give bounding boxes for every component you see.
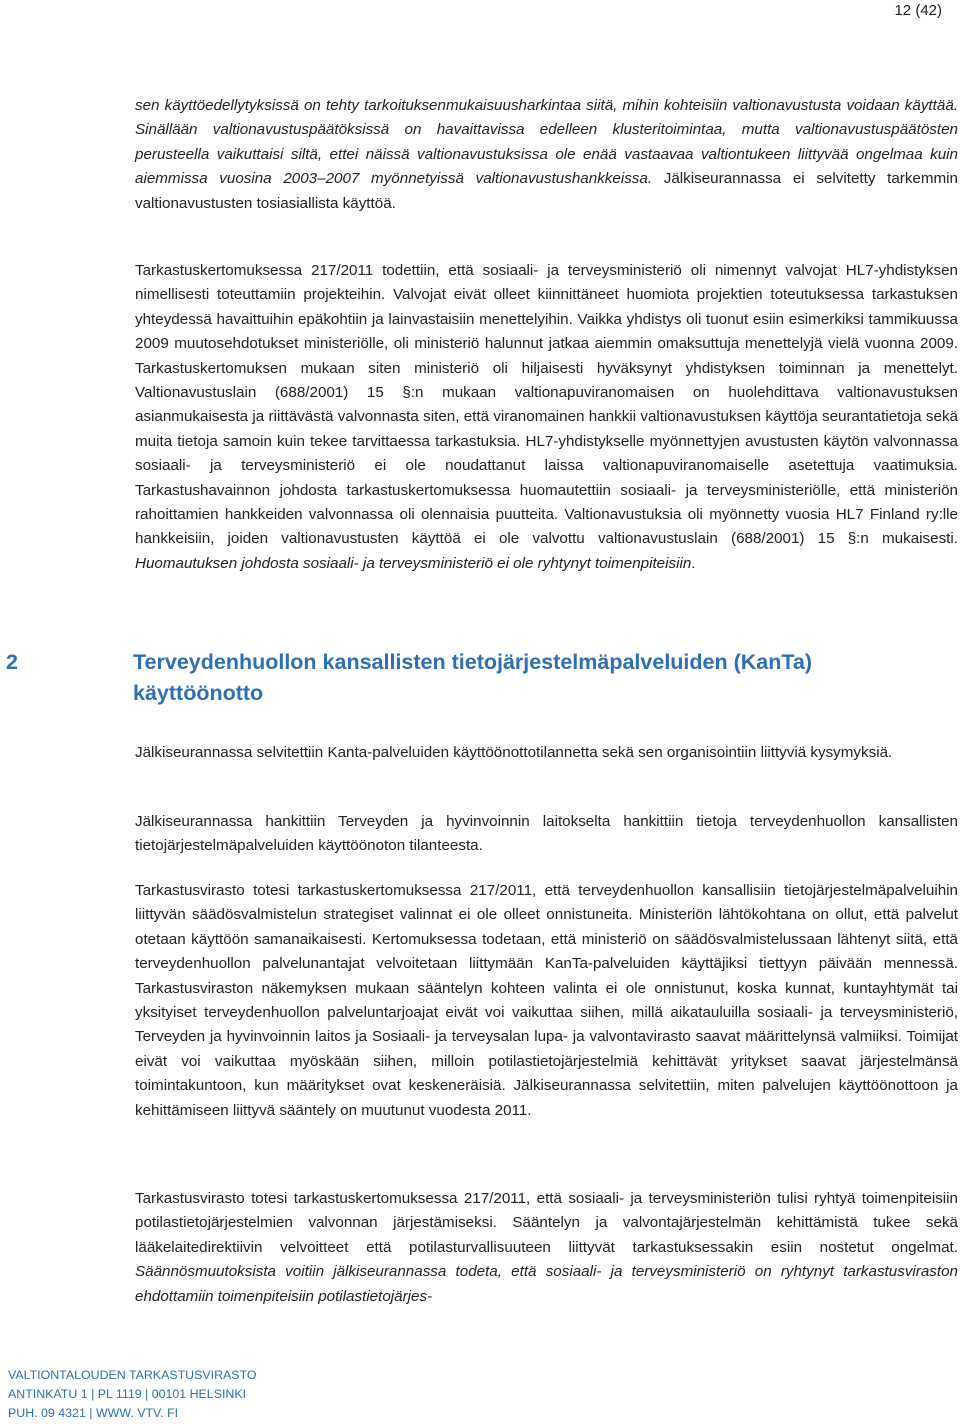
section-number: 2	[6, 650, 18, 674]
footer-address: ANTINKATU 1 | PL 1119 | 00101 HELSINKI	[8, 1387, 247, 1401]
paragraph-hl7-valvonta	[135, 259, 958, 576]
paragraph-text: Tarkastusvirasto totesi tarkastuskertomuksessa 217/2011, että sosiaali- ja terveysministeriön tulisi ryhtyä toimenpiteisiin potilastietojärjestelmien valvonnan järjestämiseksi. Sääntelyn ja valvontajärjestelmän kehittämistä tukee sekä lääkelaitedirektiivin velvoitteet että potilasturvallisuuteen liittyvät tarkastuksessakin esiin nostetut ongelmat.	[135, 1190, 958, 1256]
italic-text: Huomautuksen johdosta sosiaali- ja terveysministeriö ei ole ryhtynyt toimenpiteisiin	[135, 554, 692, 572]
paragraph-text: Jälkiseurannassa ei selvitetty tarkemmin valtionavustusten tosiasiallista käyttöä.	[135, 170, 959, 212]
footer-contact: PUH. 09 4321 | WWW. VTV. FI	[8, 1406, 179, 1420]
italic-text: sen käyttöedellytyksissä on tehty tarkoituksenmukaisuusharkintaa siitä, mihin kohteisiin valtionavustusta voidaan käyttää. Sinällään valtionavustuspäätöksissä on havaittavissa edelleen klusteritoimintaa, mutta valtionavustuspäätösten perusteella vaikuttaisi siltä, ettei näissä valtionavustuksissa ole enää vastaavaa valtiontukeen liittyvää ongelmaa kuin aiemmissa vuosina 2003–2007 myönnetyissä valtionavustushankkeissa.	[135, 97, 958, 188]
section-title: Terveydenhuollon kansallisten tietojärjestelmäpalveluiden (KanTa) käyttöönotto	[133, 650, 813, 705]
page-number: 12 (42)	[894, 2, 942, 19]
paragraph-valtionavustus	[135, 94, 958, 216]
paragraph-thl-tiedot: Jälkiseurannassa hankittiin Terveyden ja hyvinvoinnin laitokselta hankittiin tietoja terveydenhuollon kansallisten tietojärjestelmäpalveluiden käyttöönoton tilanteesta.	[135, 813, 958, 855]
paragraph-saadosvalmistelu: Tarkastusvirasto totesi tarkastuskertomuksessa 217/2011, että terveydenhuollon kansallisiin tietojärjestelmäpalveluihin liittyvän säädösvalmistelun strategiset valinnat ei ole olleet onnistuneita. Ministeriön lähtökohtana on ollut, että palvelut otetaan käyttöön samanaikaisesti. Kertomuksessa todetaan, että ministeriö on säädösvalmistelussaan lähtenyt siitä, että terveydenhuollon palvelunantajat velvoitetaan liittymään KanTa-palveluiden käyttäjiksi tiettyyn päivään mennessä. Tarkastusviraston näkemyksen mukaan sääntelyn kohteen valinta ei ole onnistunut, koska kunnat, kuntayhtymät tai yksityiset terveydenhuollon palveluntarjoajat eivät voi vaikuttaa siihen, millä aikatauluilla sosiaali- ja terveysministeriö, Terveyden ja hyvinvoinnin laitos ja Sosiaali- ja terveysalan lupa- ja valvontavirasto saavat määrittelynsä valmiiksi. Toimijat eivät voi vaikuttaa myöskään siihen, milloin potilastietojärjestelmiä kehittävät yritykset saavat järjestelmänsä toimintakuntoon, kun määritykset ovat keskeneräisiä. Jälkiseurannassa selvitettiin, miten palvelujen käyttöönottoon ja kehittämiseen liittyvä sääntely on muutunut vuodesta 2011.	[135, 882, 958, 1119]
paragraph-potilastietojarjestelmat	[135, 1187, 958, 1309]
footer	[8, 1366, 257, 1423]
footer-organization: VALTIONTALOUDEN TARKASTUSVIRASTO	[8, 1368, 257, 1382]
paragraph-text: .	[691, 554, 696, 572]
italic-text: Säännösmuutoksista voitiin jälkiseurannassa todeta, että sosiaali- ja terveysministeriö on ryhtynyt tarkastusviraston ehdottamiin toimenpiteisiin potilastietojärjes-	[135, 1263, 958, 1305]
paragraph-kanta-intro: Jälkiseurannassa selvitettiin Kanta-palveluiden käyttöönottotilannetta sekä sen organisointiin liittyviä kysymyksiä.	[135, 744, 893, 761]
paragraph-text: Tarkastuskertomuksessa 217/2011 todettiin, että sosiaali- ja terveysministeriö oli nimennyt valvojat HL7-yhdistyksen nimellisesti toteuttamiin projekteihin. Valvojat eivät olleet kiinnittäneet huomiota projektien toteutuksessa tarkastuksen yhteydessä havaittuihin epäkohtiin ja lainvastaisiin menettelyihin. Vaikka yhdistys oli tuonut esiin esimerkiksi tammikuussa 2009 muutosehdotukset ministeriölle, oli ministeriö halunnut jatkaa aiemmin omaksuttuja menettelyjä vielä vuonna 2009. Tarkastuskertomuksen mukaan siten ministeriö oli hiljaisesti hyväksynyt yhdistyksen toiminnan ja menettelyt. Valtionavustuslain (688/2001) 15 §:n mukaan valtionapuviranomaisen on huolehdittava valtionavustuksen asianmukaisesta ja riittävästä valvonnasta siten, että viranomainen hankkii valtionavustuksen käyttöja seurantatietoja sekä muita tietoja samoin kuin tekee tarvittaessa tarkastuksia. HL7-yhdistykselle myönnettyjen avustusten käytön valvonnassa sosiaali- ja terveysministeriö ei ole noudattanut laissa valtionapuviranomaiselle asetettuja vaatimuksia. Tarkastushavainnon johdosta tarkastuskertomuksessa huomautettiin sosiaali- ja terveysministeriölle, että ministeriön rahoittamien hankkeiden valvonnassa oli olennaisia puutteita. Valtionavustuksia oli myönnetty vuosia HL7 Finland ry:lle hankkeisiin, joiden valtionavustusten käyttöä ei ole valvottu valtionavustuslain (688/2001) 15 §:n mukaisesti.	[135, 262, 958, 548]
